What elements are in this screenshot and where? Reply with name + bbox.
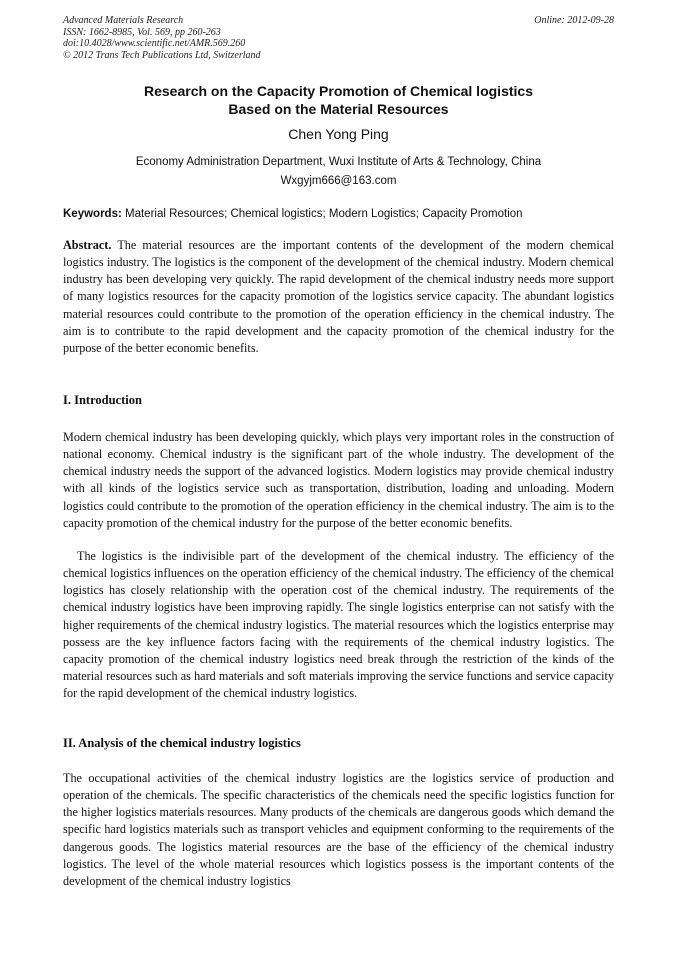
author-affiliation-block — [63, 153, 614, 191]
copyright-line: © 2012 Trans Tech Publications Ltd, Switzerland — [63, 49, 261, 61]
section-heading-analysis: II. Analysis of the chemical industry logistics — [63, 736, 301, 750]
journal-header — [63, 15, 261, 61]
online-date: Online: 2012-09-28 — [534, 15, 614, 26]
intro-paragraph-1: Modern chemical industry has been developing quickly, which plays very important roles in the construction of national economy. Chemical industry is the significant part of the whole industry. The development of the chemical industry needs the support of the advanced logistics. Modern logistics may provide chemical industry with all kinds of the logistics service such as transportation, distribution, loading and unloading. Modern logistics could contribute to the promotion of the operation efficiency in the chemical industry. The aim is to the capacity promotion of the chemical industry for the purpose of the better economic benefits. — [63, 430, 614, 530]
abstract-text: The material resources are the important contents of the development of the modern chemical logistics industry. The logistics is the component of the development of the chemical industry. Modern chemical industry has been developing very quickly. The rapid development of the chemical industry needs more support of many logistics resources for the capacity promotion of the logistics service capacity. The abundant logistics material resources could contribute to the promotion of the operation efficiency in the chemical industry. The aim is to contribute to the rapid development and the capacity promotion of the chemical industry for the purpose of the better economic benefits. — [63, 238, 615, 355]
doi-line: doi:10.4028/www.scientific.net/AMR.569.260 — [63, 38, 246, 49]
section-heading-introduction: I. Introduction — [63, 393, 142, 407]
keywords-line — [63, 208, 614, 220]
journal-name: Advanced Materials Research — [63, 15, 184, 26]
abstract-paragraph — [63, 237, 614, 357]
intro-paragraph-2: The logistics is the indivisible part of the development of the chemical industry. The efficiency of the chemical logistics influences on the operation efficiency of the chemical industry. The efficiency of the chemical logistics has closely relationship with the operation cost of the chemical industry. The requirements of the chemical industry logistics have been improving rapidly. The single logistics enterprise can not satisfy with the higher requirements of the chemical industry logistics. The material resources which the logistics enterprise may possess are the key influence factors facing with the requirements of the chemical industry logistics. The capacity promotion of the chemical industry logistics need break through the restriction of the kinds of the material resources such as hard materials and soft materials improving the service functions and service capacity for the rapid development of the chemical industry logistics. — [63, 549, 614, 701]
abstract-label: Abstract. — [63, 238, 112, 252]
affiliation: Economy Administration Department, Wuxi Institute of Arts & Technology, China — [135, 156, 542, 168]
analysis-paragraph-1: The occupational activities of the chemical industry logistics are the logistics service of production and operation of the chemicals. The specific characteristics of the chemicals need the specific logistics function for the higher logistics materials resources. Many products of the chemicals are dangerous goods which demand the specific hard logistics materials such as transport vehicles and equipment conforming to the requirements of the dangerous goods. The logistics material resources are the base of the efficiency of the chemical industry logistics. The level of the whole material resources which logistics possess is the important contents of the development of the chemical industry logistics — [63, 771, 614, 888]
title-line-2: Based on the Material Resources — [228, 101, 449, 117]
issn-line: ISSN: 1662-8985, Vol. 569, pp 260-263 — [63, 26, 221, 38]
keywords-text: Material Resources; Chemical logistics; Modern Logistics; Capacity Promotion — [125, 208, 523, 220]
author-name: Chen Yong Ping — [288, 126, 389, 142]
author-email: Wxgyjm666@163.com — [280, 175, 397, 187]
keywords-label: Keywords: — [63, 208, 122, 220]
paper-title — [63, 82, 614, 118]
title-line-1: Research on the Capacity Promotion of Chemical logistics — [144, 83, 533, 99]
